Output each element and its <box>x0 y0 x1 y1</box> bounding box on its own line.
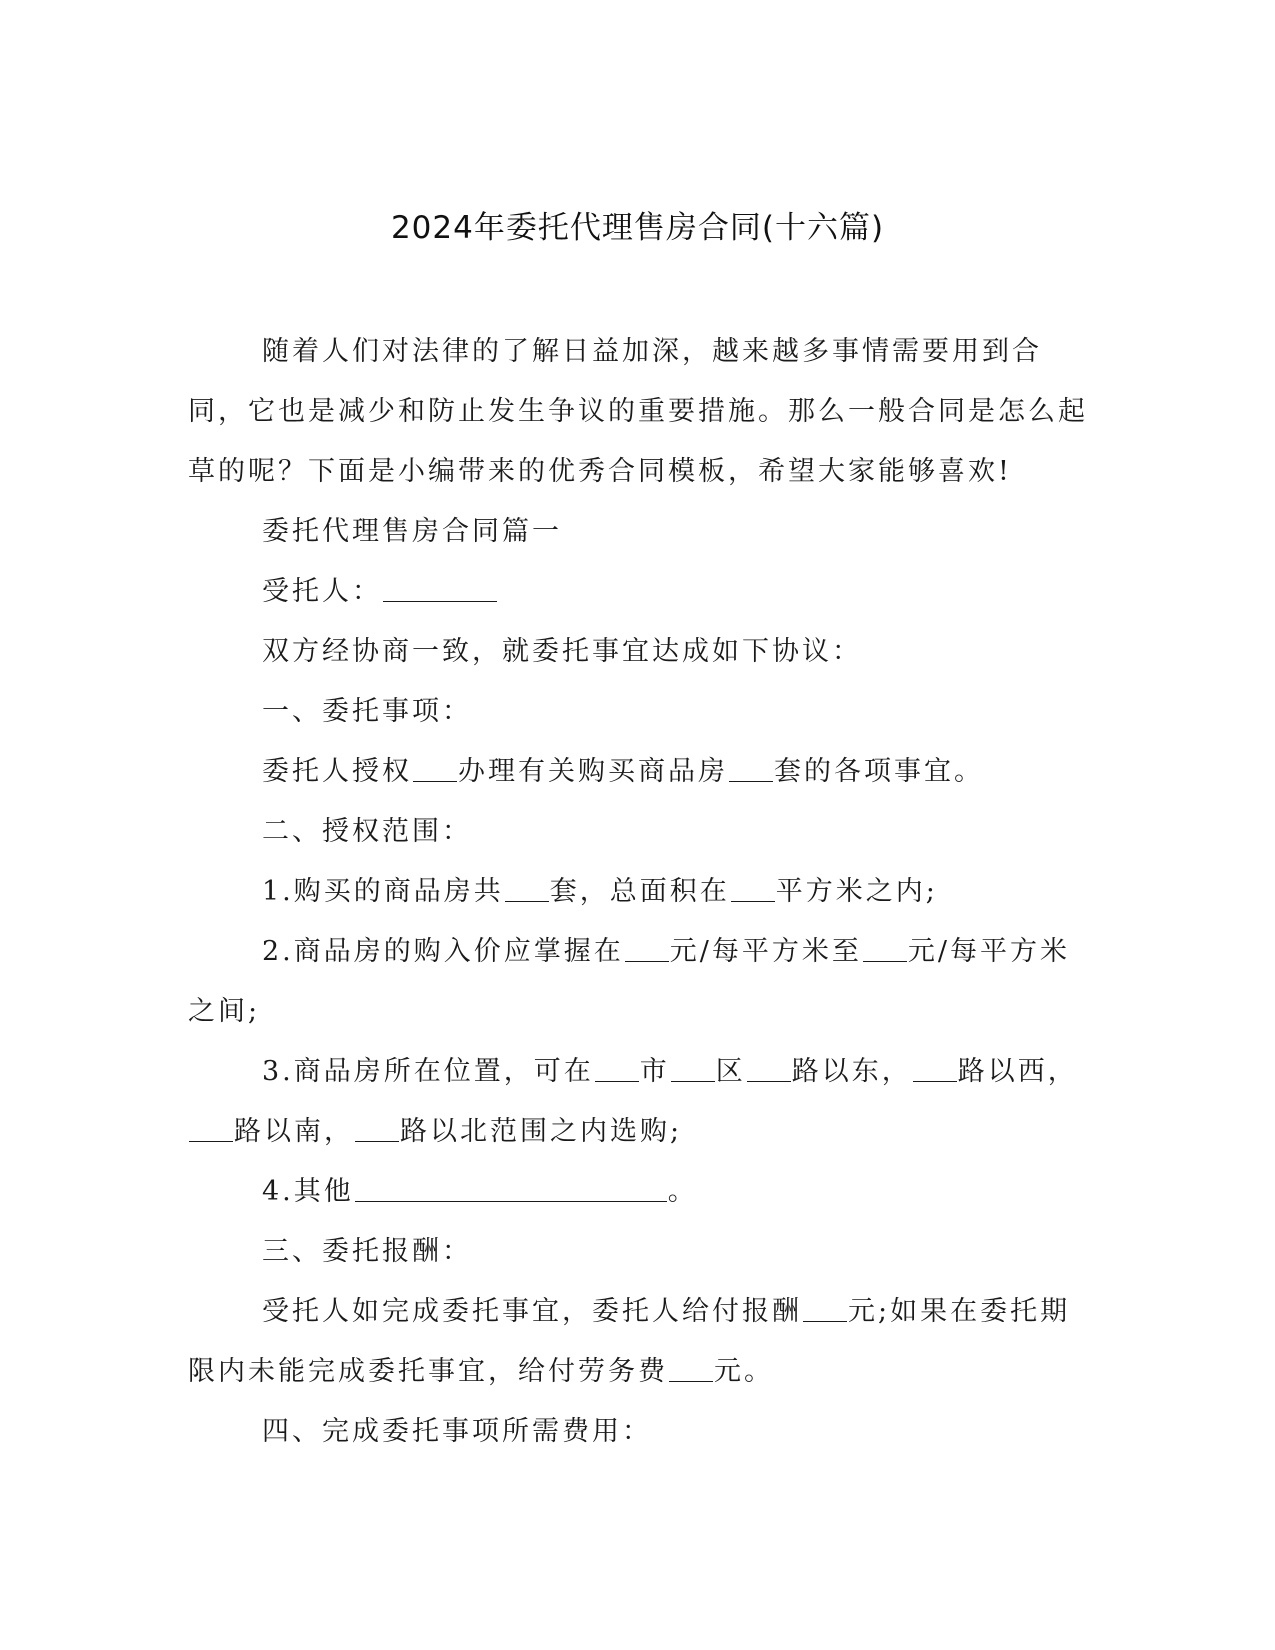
fill-blank <box>189 1111 233 1142</box>
fill-blank <box>731 871 775 902</box>
text-segment: 元;如果在委托期限内未能完成委托事宜，给付劳务费 <box>188 1296 1071 1387</box>
fill-blank <box>913 1051 957 1082</box>
text-segment: 元/每平方米之间; <box>188 936 1070 1027</box>
fill-blank <box>625 931 669 962</box>
text-segment: 4.其他 <box>262 1176 354 1207</box>
text-segment: 委托人授权 <box>262 756 412 787</box>
item2-2-text <box>188 922 1088 1042</box>
item1-heading: 一、委托事项： <box>262 696 472 727</box>
fill-blank <box>803 1291 847 1322</box>
fill-blank <box>671 1051 715 1082</box>
fill-blank <box>747 1051 791 1082</box>
item2-heading: 二、授权范围： <box>262 816 472 847</box>
trustee-line <box>188 562 1088 622</box>
text-segment: 1.购买的商品房共 <box>262 876 504 907</box>
text-segment: 套，总面积在 <box>549 876 730 907</box>
text-segment: 元/每平方米至 <box>669 936 862 967</box>
fill-blank <box>355 1111 399 1142</box>
text-segment: 路以东， <box>791 1056 912 1087</box>
item3-text <box>188 1282 1088 1402</box>
text-segment: 平方米之内; <box>775 876 938 907</box>
section-heading: 委托代理售房合同篇一 <box>262 516 562 547</box>
trustee-label: 受托人： <box>262 576 382 607</box>
text-segment: 市 <box>639 1056 670 1087</box>
item3-heading: 三、委托报酬： <box>262 1236 472 1267</box>
text-segment: 。 <box>667 1176 698 1207</box>
text-segment: 路以北范围之内选购; <box>400 1116 683 1147</box>
fill-blank <box>505 871 549 902</box>
item4-heading: 四、完成委托事项所需费用： <box>262 1416 652 1447</box>
document-body <box>188 322 1088 1462</box>
fill-blank <box>669 1351 713 1382</box>
document-title: 2024年委托代理售房合同(十六篇) <box>390 210 885 246</box>
agreement-line: 双方经协商一致，就委托事宜达成如下协议： <box>262 636 862 667</box>
item2-3-text <box>188 1042 1088 1162</box>
text-segment: 2.商品房的购入价应掌握在 <box>262 936 624 967</box>
text-segment: 受托人如完成委托事宜，委托人给付报酬 <box>262 1296 802 1327</box>
text-segment: 3.商品房所在位置，可在 <box>262 1056 594 1087</box>
fill-blank <box>595 1051 639 1082</box>
fill-blank <box>355 1171 667 1202</box>
text-segment: 办理有关购买商品房 <box>458 756 728 787</box>
item2-1-text <box>188 862 1088 922</box>
item2-4-text <box>188 1162 1088 1222</box>
intro-paragraph: 随着人们对法律的了解日益加深，越来越多事情需要用到合同，它也是减少和防止发生争议的重要措施。那么一般合同是怎么起草的呢？下面是小编带来的优秀合同模板，希望大家能够喜欢! <box>188 336 1088 487</box>
text-segment: 元。 <box>714 1356 774 1387</box>
text-segment: 区 <box>715 1056 746 1087</box>
item1-text <box>188 742 1088 802</box>
text-segment: 路以西， <box>957 1056 1078 1087</box>
fill-blank <box>413 751 457 782</box>
fill-blank <box>863 931 907 962</box>
fill-blank <box>729 751 773 782</box>
trustee-blank <box>383 571 497 602</box>
text-segment: 路以南， <box>234 1116 354 1147</box>
text-segment: 套的各项事宜。 <box>774 756 984 787</box>
